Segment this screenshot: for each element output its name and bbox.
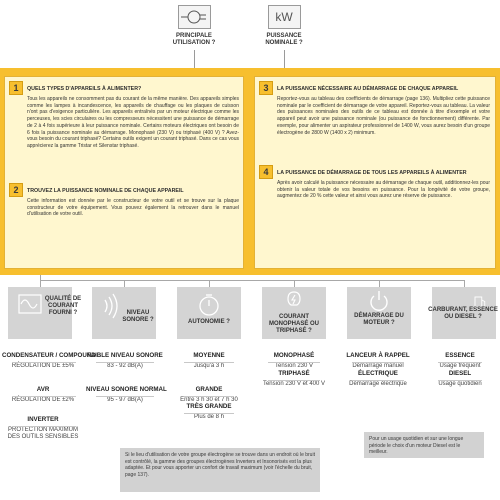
connector-line: [284, 50, 285, 68]
kw-icon-box: [268, 5, 301, 29]
option-recoil-starter: [340, 352, 416, 370]
divider: [352, 362, 404, 363]
option-title: FAIBLE NIVEAU SONORE: [87, 352, 163, 359]
connector-line: [124, 280, 125, 287]
step-3-title: LA PUISSANCE NÉCESSAIRE AU DÉMARRAGE DE CHAQUE APPAREIL: [277, 86, 459, 92]
criterion-label: COURANT MONOPHASÉ OU TRIPHASÉ ?: [268, 314, 319, 334]
option-title: TRÈS GRANDE: [186, 403, 232, 410]
divider: [12, 396, 76, 397]
divider: [12, 362, 76, 363]
option-very-large-autonomy: [170, 403, 248, 421]
criterion-autonomy: [177, 287, 241, 339]
divider: [268, 380, 320, 381]
connector-line: [40, 275, 41, 287]
divider: [184, 413, 234, 414]
option-title: LANCEUR À RAPPEL: [346, 352, 410, 359]
option-normal-noise: [86, 386, 167, 404]
fuel-note: Pour un usage quotidien et sur une longue période le choix d'un moteur Diesel est le meilleur.: [364, 432, 484, 458]
option-detail: Plus de 8 h: [193, 414, 225, 420]
option-title: ESSENCE: [445, 352, 475, 359]
step-number-3: 3: [259, 81, 273, 95]
option-detail: 95 - 97 dB(A): [107, 397, 143, 403]
connector-line: [464, 280, 465, 287]
divider: [96, 362, 154, 363]
noise-note: Si le lieu d'utilisation de votre groupe électrogène se trouve dans un endroit où le bruit est contrôlé, la gamme des groupes électrogènes Inverters et Insonorisés est la plus adaptée. Et pour vous apporter un confort de travail maximum (voir l'échelle du bruit, page 137).: [120, 448, 320, 492]
step-1-title: QUELS TYPES D'APPAREILS À ALIMENTER?: [27, 86, 142, 92]
option-detail: Usage quotidien: [438, 381, 482, 387]
divider: [12, 426, 76, 427]
option-avr: [2, 386, 84, 404]
criterion-label: AUTONOMIE ?: [188, 319, 230, 325]
step-number-1: 1: [9, 81, 23, 95]
divider: [184, 396, 234, 397]
kw-icon: kW: [275, 10, 293, 24]
option-title: NIVEAU SONORE NORMAL: [86, 386, 167, 393]
option-title: GRANDE: [195, 386, 223, 393]
divider: [184, 362, 234, 363]
option-detail: Jusqu'à 3 h: [193, 363, 225, 369]
option-title: TRIPHASÉ: [278, 370, 310, 377]
divider: [438, 380, 482, 381]
option-title: CONDENSATEUR / COMPOUND: [2, 352, 96, 359]
option-title: AVR: [36, 386, 50, 393]
option-diesel: [424, 370, 496, 388]
step-2-title: TROUVEZ LA PUISSANCE NOMINALE DE CHAQUE APPAREIL: [27, 188, 184, 194]
option-title: ÉLECTRIQUE: [358, 370, 398, 377]
divider: [96, 396, 154, 397]
option-detail: RÉGULATION DE ±2%: [11, 397, 75, 403]
option-medium-autonomy: [170, 352, 248, 370]
option-detail: PROTECTION MAXIMUM DES OUTILS SENSIBLES: [7, 427, 79, 440]
criteria-connector: [40, 280, 464, 281]
plug-icon-box: [178, 5, 211, 29]
option-petrol: [424, 352, 496, 370]
option-large-autonomy: [170, 386, 248, 404]
option-detail: Entre 3 h 30 et 7 h 30: [180, 397, 238, 403]
connector-line: [194, 50, 195, 68]
nominal-power-question: [254, 5, 314, 47]
option-three-phase: [256, 370, 332, 388]
plug-icon: [181, 8, 207, 26]
option-title: INVERTER: [27, 416, 59, 423]
option-single-phase: [256, 352, 332, 370]
main-use-label: PRINCIPALE UTILISATION ?: [172, 33, 216, 46]
option-title: MOYENNE: [193, 352, 225, 359]
option-inverter: [2, 416, 84, 441]
option-low-noise: [86, 352, 164, 370]
option-detail: 83 - 92 dB(A): [107, 363, 143, 369]
option-detail: Tension 230 V et 400 V: [262, 381, 326, 387]
main-use-question: [164, 5, 224, 47]
divider: [268, 362, 320, 363]
criterion-label: NIVEAU SONORE ?: [122, 310, 154, 323]
divider: [352, 380, 404, 381]
step-number-4: 4: [259, 165, 273, 179]
option-title: MONOPHASÉ: [273, 352, 315, 359]
step-2-text: Cette information est donnée par le constructeur de votre outil et se trouve sur la plaque constructeur de votre équipement. Vous pouvez également la retrouver dans le manuel d'utilisation de votre outil.: [27, 198, 239, 218]
option-detail: Démarrage manuel: [352, 363, 404, 369]
option-electric-starter: [340, 370, 416, 388]
option-title: DIESEL: [448, 370, 472, 377]
step-4-title: LA PUISSANCE DE DÉMARRAGE DE TOUS LES APPAREILS À ALIMENTER: [277, 170, 467, 176]
criterion-label: QUALITÉ DE COURANT FOURNI ?: [44, 296, 82, 316]
step-1-text: Tous les appareils ne consomment pas du courant de la même manière. Des appareils simples comme les lampes à incandescence, les appareils de chauffage ou les plaques de cuisson n'ont pas d'exigence particulière. Les appareils entraînés par un moteur électrique comme les perceuses, les scies circulaires ou les compresseurs nécessitent une puissance de démarrage de 2 à 4 fois supérieure à leur puissance nominale. Certains moteurs électriques ont besoin de 6 fois la puissance nominale au démarrage. Monophasé (230 V) ou triphasé (400 V) ? Avez-vous besoin du courant triphasé? Certains outils exigent un courant triphasé. Dans ce cas vous apprécierez la gamme Tristar et Silenstar triphasé.: [27, 96, 239, 149]
option-detail: Démarrage électrique: [349, 381, 407, 387]
divider: [438, 362, 482, 363]
option-detail: Usage fréquent: [439, 363, 481, 369]
step-number-2: 2: [9, 183, 23, 197]
criterion-label: CARBURANT, ESSENCE OU DIESEL ?: [428, 307, 498, 320]
criterion-label: DÉMARRAGE DU MOTEUR ?: [354, 313, 404, 326]
option-detail: Tension 230 V: [274, 363, 314, 369]
option-condensateur: [2, 352, 96, 370]
nominal-power-label: PUISSANCE NOMINALE ?: [265, 33, 303, 46]
step-4-text: Après avoir calculé la puissance nécessaire au démarrage de chaque outil, additionnez-les pour obtenir la valeur totale de vos besoins en puissance. Pour la longévité de votre groupe, augmentez de 20 % cette valeur et ainsi vous aurez une réserve de puissance.: [277, 180, 490, 200]
step-3-text: Reportez-vous au tableau des coefficients de démarrage (page 136). Multipliez cette puissance nominale par le coefficient de démarrage de votre appareil. Reportez-vous au tableau. La valeur des puissances nominales des outils de ce tableau est donnée à titre d'exemple et votre appareil peut avoir une puissance nominale (ou puissance de fonctionnement) différente. Par exemple, pour alimenter un aspirateur professionnel de 1400 W, vous aurez besoin d'un groupe électrogène de 2800 W (1400 x 2) minimum.: [277, 96, 490, 136]
option-detail: RÉGULATION DE ±5%: [11, 363, 75, 369]
